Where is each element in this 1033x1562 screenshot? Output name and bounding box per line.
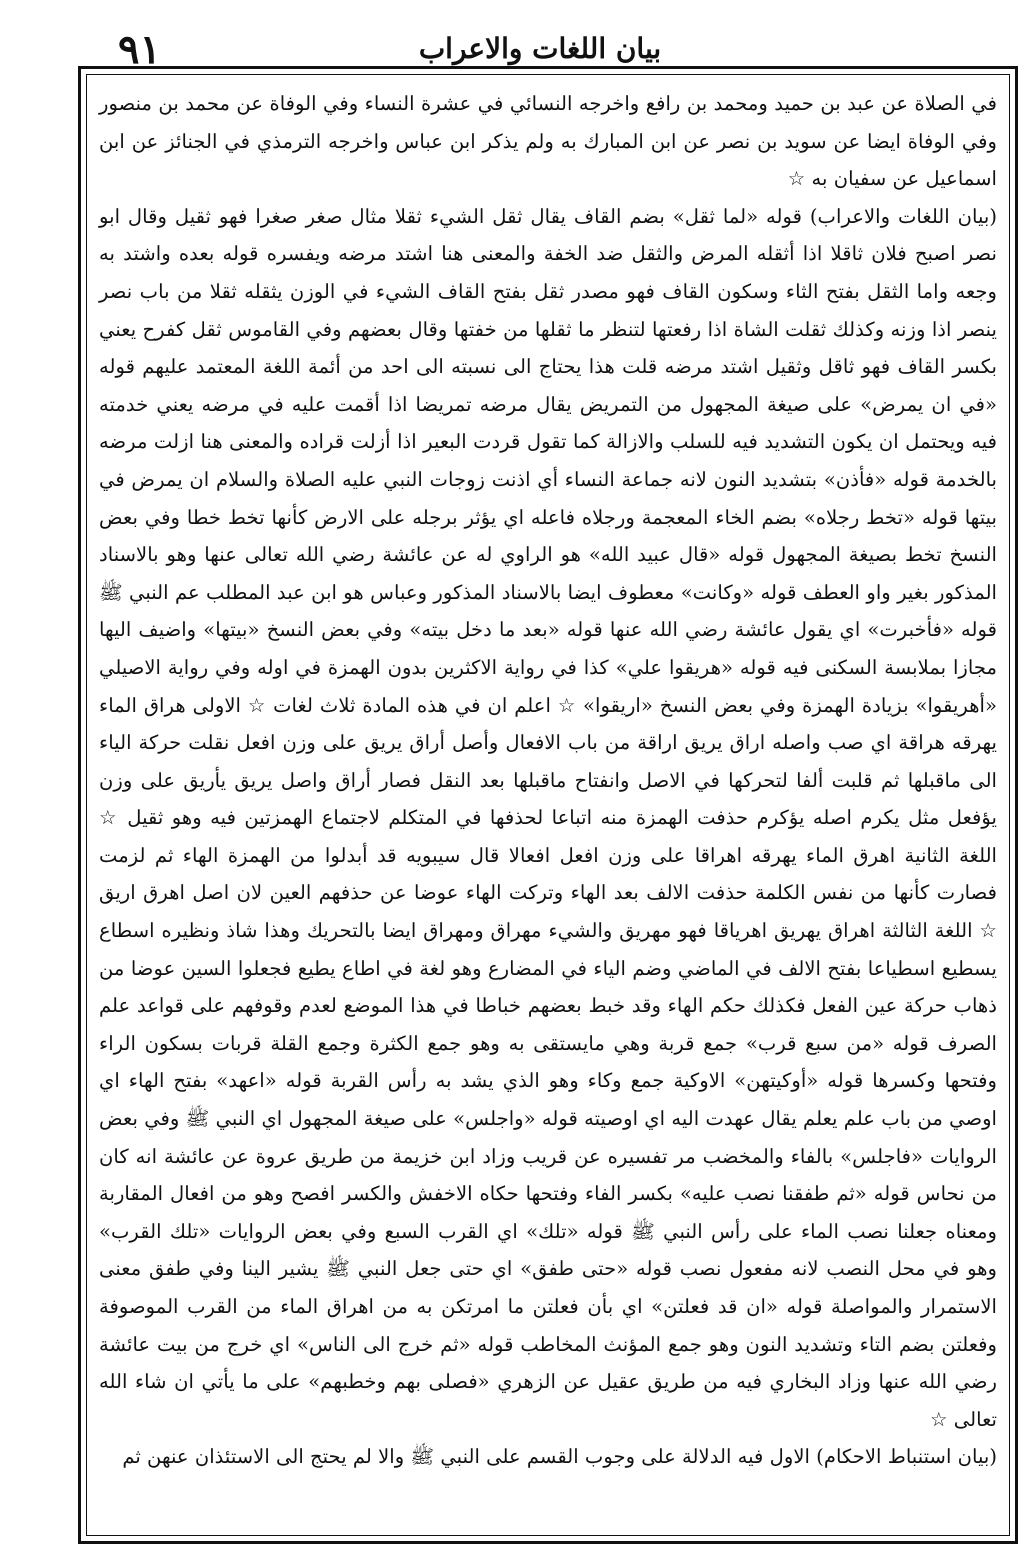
paragraph-lughat-irab: (بيان اللغات والاعراب) قوله «لما ثقل» بضم القاف يقال ثقل الشيء ثقلا مثال صغر صغرا فهو ثقيل وقال ابو نصر اصبح فلان ثاقلا اذا أثقله المرض والثقل ضد الخفة والمعنى هنا اشتد مرضه ويفسره قوله بعده واشتد به وجعه واما الثقل بفتح الثاء وسكون القاف فهو مصدر ثقل بفتح القاف الشيء في الوزن يثقله ثقلا من باب نصر ينصر اذا وزنه وكذلك ثقلت الشاة اذا رفعتها لتنظر ما ثقلها من خفتها وقال بعضهم وفي القاموس ثقل كفرح يعني بكسر القاف فهو ثاقل وثقيل اشتد مرضه قلت هذا يحتاج الى نسبته الى احد من أئمة اللغة المعتمد عليهم قوله «في ان يمرض» على صيغة المجهول من التمريض يقال مرضه تمريضا اذا أقمت عليه في مرضه يعني خدمته فيه ويحتمل ان يكون التشديد فيه للسلب والازالة كما تقول قردت البعير اذا أزلت قراده والمعنى هنا ازلت مرضه بالخدمة قوله «فأذن» بتشديد النون لانه جماعة النساء أي اذنت زوجات النبي عليه الصلاة والسلام ان يمرض في بيتها قوله «تخط رجلاه» بضم الخاء المعجمة ورجلاه فاعله اي يؤثر برجله على الارض كأنها تخط خطا وفي بعض النسخ تخط بصيغة المجهول قوله «قال عبيد الله» هو الراوي له عن عائشة رضي الله تعالى عنها وهو بالاسناد المذكور بغير واو العطف قوله «وكانت» معطوف ايضا بالاسناد المذكور وعباس هو ابن عبد المطلب عم النبي ﷺ قوله «فأخبرت» اي يقول عائشة رضي الله عنها قوله «بعد ما دخل بيته» وفي بعض النسخ «بيتها» واضيف اليها مجازا بملابسة السكنى فيه قوله «هريقوا علي» كذا في رواية الاكثرين بدون الهمزة في اوله وفي رواية الاصيلي «أهريقوا» بزيادة الهمزة وفي بعض النسخ «اريقوا» ☆ اعلم ان في هذه المادة ثلاث لغات ☆ الاولى هراق الماء يهرقه هراقة اي صب واصله اراق يريق اراقة من باب الافعال وأصل أراق يريق على وزن افعل نقلت حركة الياء الى ماقبلها ثم قلبت ألفا لتحركها في الاصل وانفتاح ماقبلها بعد النقل فصار أراق واصل يريق يأريق على وزن يؤفعل مثل يكرم اصله يؤكرم حذفت الهمزة منه اتباعا لحذفها في المتكلم لاجتماع الهمزتين فيه وهو ثقيل ☆ اللغة الثانية اهرق الماء يهرقه اهراقا على وزن افعل افعالا قال سيبويه قد أبدلوا من الهمزة الهاء ثم لزمت فصارت كأنها من نفس الكلمة حذفت الالف بعد الهاء وتركت الهاء عوضا عن حذفهم العين لان اصل اهرق اريق ☆ اللغة الثالثة اهراق يهريق اهرياقا فهو مهريق والشيء مهراق ومهراق ايضا بالتحريك وهذا شاذ ونظيره اسطاع يسطيع اسطياعا بفتح الالف في الماضي وضم الياء في المضارع وهو لغة في اطاع يطيع فجعلوا السين عوضا من ذهاب حركة عين الفعل فكذلك حكم الهاء وقد خبط بعضهم خباطا في هذا الموضع لعدم وقوفهم على قواعد علم الصرف قوله «من سبع قرب» جمع قربة وهي مايستقى به وهو جمع الكثرة وجمع القلة قربات بسكون الراء وفتحها وكسرها قوله «أوكيتهن» الاوكية جمع وكاء وهو الذي يشد به رأس القربة قوله «اعهد» بفتح الهاء اي اوصي من باب علم يعلم يقال عهدت اليه اي اوصيته قوله «واجلس» على صيغة المجهول اي النبي ﷺ وفي بعض الروايات «فاجلس» بالفاء والمخضب مر تفسيره عن قريب وزاد ابن خزيمة من طريق عروة عن عائشة انه كان من نحاس قوله «ثم طفقنا نصب عليه» بكسر الفاء وفتحها حكاه الاخفش والكسر افصح وهو من افعال المقاربة ومعناه جعلنا نصب الماء على رأس النبي ﷺ قوله «تلك» اي القرب السبع وفي بعض الروايات «تلك القرب» وهو في محل النصب لانه مفعول نصب قوله «حتى طفق» اي حتى جعل النبي ﷺ يشير الينا وفي طفق معنى الاستمرار والمواصلة قوله «ان قد فعلتن» اي بأن فعلتن ما امرتكن به من اهراق الماء من القرب الموصوفة وفعلتن بضم التاء وتشديد النون وهو جمع المؤنث المخاطب قوله «ثم خرج الى الناس» اي خرج من بيت عائشة رضي الله عنها وزاد البخاري فيه من طريق عقيل عن الزهري «فصلى بهم وخطبهم» على ما يأتي ان شاء الله تعالى ☆ xyxy=(99,204,997,1431)
paragraph-istinbat: (بيان استنباط الاحكام) الاول فيه الدلالة على وجوب القسم على النبي ﷺ والا لم يحتج الى الاستئذان عنهن ثم xyxy=(122,1445,997,1469)
body-text xyxy=(99,85,997,1476)
page-number: ٩١ xyxy=(118,26,161,73)
paragraph-hadith-end: في الصلاة عن عبد بن حميد ومحمد بن رافع واخرجه النسائي في عشرة النساء وفي الوفاة عن محمد بن منصور وفي الوفاة ايضا عن سويد بن نصر عن ابن المبارك به ولم يذكر ابن عباس واخرجه الترمذي في الجنائز عن ابن اسماعيل عن سفيان به ☆ xyxy=(99,92,997,191)
running-head-title: بيان اللغات والاعراب xyxy=(418,32,662,65)
page-frame-inner xyxy=(86,74,1010,1536)
